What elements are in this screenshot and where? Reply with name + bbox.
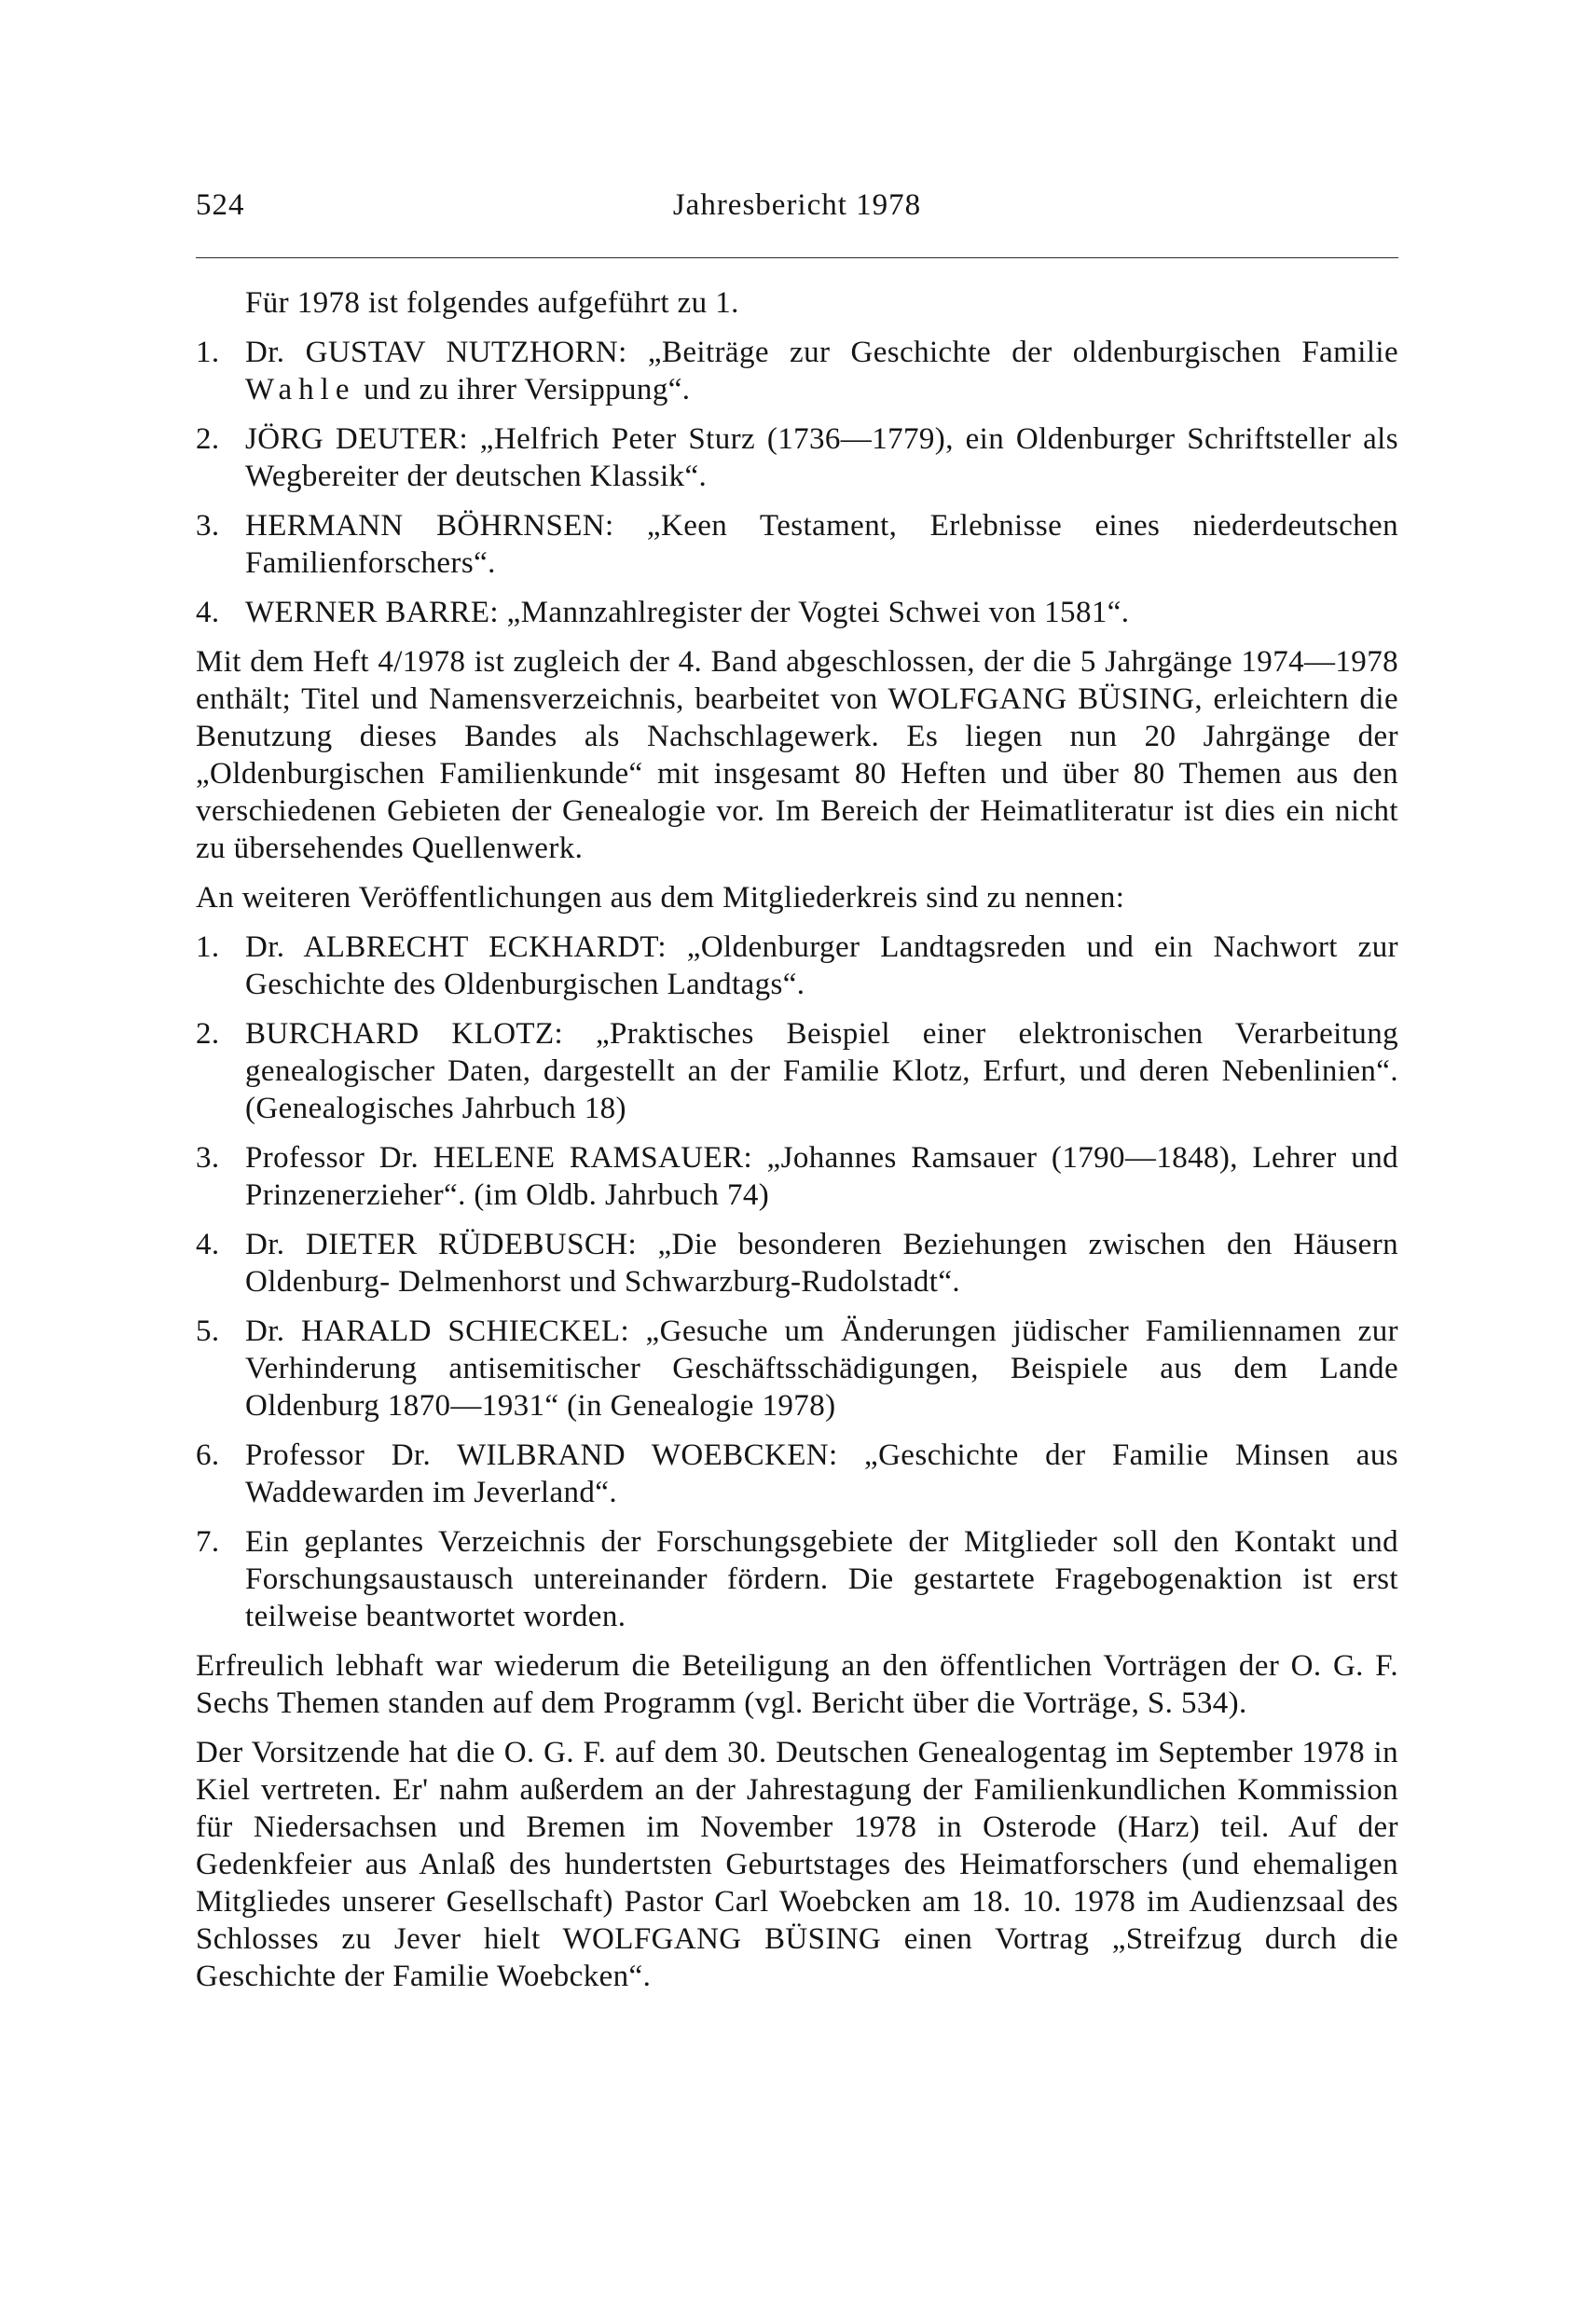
- list-text: Dr. HARALD SCHIECKEL: „Gesuche um Änderungen jüdischer Familiennamen zur Verhinderung antisemitischer Geschäftsschädigungen, Beispiele aus dem Lande Oldenburg 1870—1931“ (in Genealogie 1978): [245, 1314, 1398, 1423]
- list-text: JÖRG DEUTER: „Helfrich Peter Sturz (1736—1779), ein Oldenburger Schriftsteller als Wegbereiter der deutschen Klassik“.: [245, 422, 1398, 493]
- list-text: Professor Dr. HELENE RAMSAUER: „Johannes Ramsauer (1790—1848), Lehrer und Prinzenerzieher“. (im Oldb. Jahrbuch 74): [245, 1141, 1398, 1212]
- spaced-name: Wahle: [245, 373, 356, 406]
- list-number: 1.: [196, 930, 220, 964]
- list-item: [196, 1437, 1398, 1511]
- list-item: [196, 1226, 1398, 1300]
- list-number: 5.: [196, 1314, 220, 1348]
- list-text: BURCHARD KLOTZ: „Praktisches Beispiel einer elektronischen Verarbeitung genealogischer Daten, dargestellt an der Familie Klotz, Erfurt, und deren Nebenlinien“. (Genealogisches Jahrbuch 18): [245, 1017, 1398, 1125]
- list-number: 6.: [196, 1438, 220, 1472]
- list-text: Dr. DIETER RÜDEBUSCH: „Die besonderen Beziehungen zwischen den Häusern Oldenburg- Delmenhorst und Schwarzburg-Rudolstadt“.: [245, 1228, 1398, 1299]
- list-number: 3.: [196, 1141, 220, 1175]
- list-text: WERNER BARRE: „Mannzahlregister der Vogtei Schwei von 1581“.: [245, 596, 1130, 629]
- publications-intro: An weiteren Veröffentlichungen aus dem Mitgliederkreis sind zu nennen:: [196, 881, 1125, 915]
- page-number: 524: [196, 188, 245, 222]
- running-title: Jahresbericht 1978: [672, 188, 922, 222]
- list-number: 2.: [196, 1017, 220, 1051]
- list-number: 4.: [196, 596, 220, 629]
- list-item: [196, 929, 1398, 1003]
- list-item: [196, 334, 1398, 408]
- heft-paragraph: Mit dem Heft 4/1978 ist zugleich der 4. Band abgeschlossen, der die 5 Jahrgänge 1974—1978 enthält; Titel und Namensverzeichnis, bearbeitet von WOLFGANG BÜSING, erleichtern die Benutzung dieses Bandes als Nachschlagewerk. Es liegen nun 20 Jahrgänge der „Oldenburgischen Familienkunde“ mit insgesamt 80 Heften und über 80 Themen aus den verschiedenen Gebieten der Genealogie vor. Im Bereich der Heimatliteratur ist dies ein nicht zu übersehendes Quellenwerk.: [196, 645, 1398, 865]
- list-text: Professor Dr. WILBRAND WOEBCKEN: „Geschichte der Familie Minsen aus Waddewarden im Jeverland“.: [245, 1438, 1398, 1509]
- list-text: Dr. ALBRECHT ECKHARDT: „Oldenburger Landtagsreden und ein Nachwort zur Geschichte des Oldenburgischen Landtags“.: [245, 930, 1398, 1001]
- list-item: [196, 507, 1398, 582]
- list-number: 7.: [196, 1525, 220, 1559]
- list-item: [196, 594, 1398, 631]
- list-text: HERMANN BÖHRNSEN: „Keen Testament, Erlebnisse eines niederdeutschen Familienforschers“.: [245, 509, 1398, 580]
- chairman-paragraph: Der Vorsitzende hat die O. G. F. auf dem 30. Deutschen Genealogentag im September 1978 in Kiel vertreten. Er' nahm außerdem an der Jahrestagung der Familienkundlichen Kommission für Niedersachsen und Bremen im November 1978 in Osterode (Harz) teil. Auf der Gedenkfeier aus Anlaß des hundertsten Geburtstages des Heimatforschers (und ehemaligen Mitgliedes unserer Gesellschaft) Pastor Carl Woebcken am 18. 10. 1978 im Audienzsaal des Schlosses zu Jever hielt WOLFGANG BÜSING einen Vortrag „Streifzug durch die Geschichte der Familie Woebcken“.: [196, 1736, 1398, 1993]
- list-number: 3.: [196, 509, 220, 543]
- page-header: [196, 188, 1398, 244]
- list-item: [196, 1313, 1398, 1424]
- list-text: Ein geplantes Verzeichnis der Forschungsgebiete der Mitglieder soll den Kontakt und Forschungsaustausch untereinander fördern. Die gestartete Fragebogenaktion ist erst teilweise beantwortet worden.: [245, 1525, 1398, 1633]
- intro-paragraph: Für 1978 ist folgendes aufgeführt zu 1.: [245, 286, 739, 320]
- page-body: [196, 284, 1398, 1995]
- list-item: [196, 1015, 1398, 1127]
- list-number: 1.: [196, 336, 220, 369]
- list-item: [196, 420, 1398, 495]
- list-text: und zu ihrer Versippung“.: [355, 373, 691, 406]
- lectures-paragraph: Erfreulich lebhaft war wiederum die Beteiligung an den öffentlichen Vorträgen der O. G. F. Sechs Themen standen auf dem Programm (vgl. Bericht über die Vorträge, S. 534).: [196, 1649, 1398, 1720]
- list-item: [196, 1523, 1398, 1635]
- header-rule: [196, 257, 1398, 258]
- list-item: [196, 1139, 1398, 1214]
- list-number: 4.: [196, 1228, 220, 1261]
- list-text: Dr. GUSTAV NUTZHORN: „Beiträge zur Geschichte der oldenburgischen Familie: [245, 336, 1398, 369]
- list-number: 2.: [196, 422, 220, 456]
